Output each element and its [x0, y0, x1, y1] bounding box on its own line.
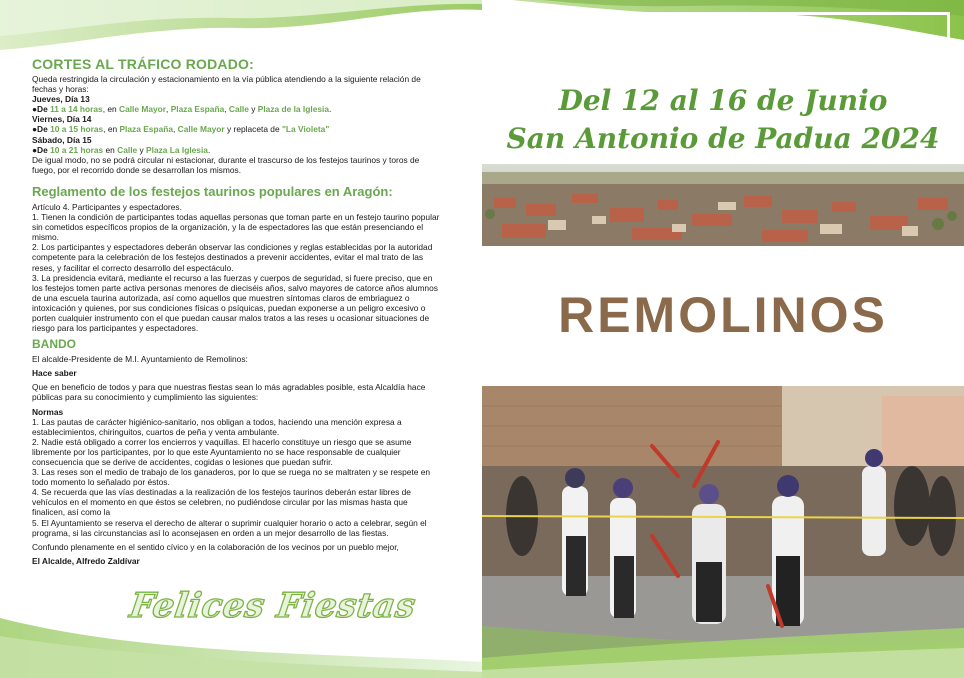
bando-hace-saber: Hace saber	[32, 368, 77, 379]
bando-title: BANDO	[32, 337, 76, 352]
text: en	[103, 144, 118, 155]
text: y replaceta de	[224, 124, 282, 135]
saint-title: San Antonio de Padua 2024	[506, 122, 940, 155]
place: Plaza La Iglesia	[146, 144, 208, 155]
text: ●De	[32, 124, 51, 135]
text: ●De	[32, 144, 51, 155]
cortes-intro: Queda restringida la circulación y estacionamiento en la vía pública atendiendo a la siguiente relación de fechas y horas:	[32, 74, 421, 95]
place: Plaza de la Iglesia	[257, 104, 329, 115]
text: , en	[103, 124, 120, 135]
right-bottom-wave	[482, 618, 964, 678]
place: Plaza España	[119, 124, 174, 135]
town-aerial-photo	[482, 164, 964, 246]
reglamento-point-3: 3. La presidencia evitará, mediante el recurso a las fuerzas y cuerpos de seguridad, si fuere preciso, que en los festejos tomen parte activa personas menores de dieciséis años, salvo mayores de catorce años alumnos de una escuela taurina autorizada, así como aquellos que muestren síntomas claros de embriaguez o intoxicación y quienes, por sus condiciones físicas o psíquicas, puedan exponerse a un peligro excesivo o porten cualquier instrumento con el que puedan causar malos tratos a las reses u ocasionar situaciones de riesgo para los participantes y espectadores.	[32, 272, 438, 334]
text: , en	[102, 104, 120, 115]
place: Calle Mayor	[119, 104, 167, 115]
cortes-line-3	[32, 145, 442, 155]
reglamento-point-1: 1. Tienen la condición de participantes todas aquellas personas que toman parte en un festejo taurino popular sin cometidos específicos propios de la organización, y la de espectadores las que están presenciando el mismo.	[32, 212, 440, 243]
bando-norma-2: 2. Nadie está obligado a correr los encierros y vaquillas. El hacerlo constituye un riesgo que se asume libremente por los participantes, por lo que este Ayuntamiento no se hace responsable de cualquier consecuencia que se derive de accidentes, cogidas o lesiones que puedan sufrir.	[32, 436, 412, 467]
text: .	[329, 104, 332, 115]
bando-normas: Normas	[32, 406, 64, 417]
cortes-day-1: Jueves, Día 13	[32, 94, 90, 105]
cortes-day-2: Viernes, Día 14	[32, 114, 92, 125]
place: Plaza España	[170, 104, 225, 115]
text: y	[248, 104, 258, 115]
cortes-line-2	[32, 124, 442, 134]
hours: 11 a 14 horas	[50, 104, 103, 115]
reglamento-point-2: 2. Los participantes y espectadores deberán observar las condiciones y reglas establecidas por la autoridad competente para la celebración de los festejos destinados a prevenir accidentes, evitar el mal trato de las reses, y facilitar el correcto desarrollo del espectáculo.	[32, 242, 433, 273]
reglamento-title: Reglamento de los festejos taurinos populares en Aragón:	[32, 183, 393, 199]
place: "La Violeta"	[281, 124, 330, 135]
text: ●De	[32, 104, 51, 115]
place: Calle	[117, 144, 138, 155]
hours: 10 a 21 horas	[50, 144, 104, 155]
text: ,	[173, 124, 178, 135]
cortes-line-1	[32, 104, 442, 114]
felices-fiestas-text: Felices Fiestas	[127, 586, 419, 626]
bando-confundo: Confundo plenamente en el sentido cívico y en la colaboración de los vecinos por un pueblo mejor,	[32, 541, 399, 552]
bando-norma-4: 4. Se recuerda que las vías destinadas a la realización de los festejos taurinos deberán estar libres de vehículos en el momento en que éstos se celebren, no pudiéndose circular por las mismas hasta que finalicen, así como la	[32, 487, 411, 518]
hours: 10 a 15 horas	[50, 124, 104, 135]
place: Calle Mayor	[177, 124, 225, 135]
cortes-title: CORTES AL TRÁFICO RODADO:	[32, 56, 254, 72]
bando-intro: El alcalde-Presidente de M.I. Ayuntamiento de Remolinos:	[32, 354, 248, 365]
text: ,	[166, 104, 171, 115]
right-page	[482, 0, 964, 678]
bando-alcalde: El Alcalde, Alfredo Zaldívar	[32, 555, 140, 566]
cortes-day-3: Sábado, Día 15	[32, 134, 92, 145]
reglamento-article: Artículo 4. Participantes y espectadores.	[32, 201, 182, 212]
date-title: Del 12 al 16 de Junio	[558, 84, 888, 117]
bando-norma-5: 5. El Ayuntamiento se reserva el derecho de alterar o suprimir cualquier horario o acto a celebrar, según el programa, si las circunstancias así lo aconsejasen en orden a un mejor desarrollo de las fiestas.	[32, 517, 427, 538]
town-name: REMOLINOS	[558, 287, 888, 343]
cortes-outro: De igual modo, no se podrá circular ni estacionar, durante el trascurso de los festejos taurinos y toros de fuego, por el recorrido donde se desarrollan los mismos.	[32, 154, 420, 175]
bando-norma-3: 3. Las reses son el medio de trabajo de los ganaderos, por lo que se ruega no se maltraten y se respete en todo momento lo señalado por éstos.	[32, 467, 431, 488]
text: ,	[224, 104, 229, 115]
text: .	[207, 144, 211, 155]
bando-que: Que en beneficio de todos y para que nuestras fiestas sean lo más agradables posible, esta Alcaldía hace públicas para su conocimiento y cumplimiento las siguientes:	[32, 382, 426, 403]
text: y	[137, 144, 147, 155]
top-wave-decoration	[0, 0, 482, 60]
place: Calle	[228, 104, 249, 115]
bando-norma-1: 1. Las pautas de carácter higiénico-sanitario, nos obligan a todos, haciendo una mención expresa a establecimientos, chiringuitos, cuartos de peña y venta ambulante.	[32, 416, 402, 437]
text-content	[32, 56, 442, 566]
